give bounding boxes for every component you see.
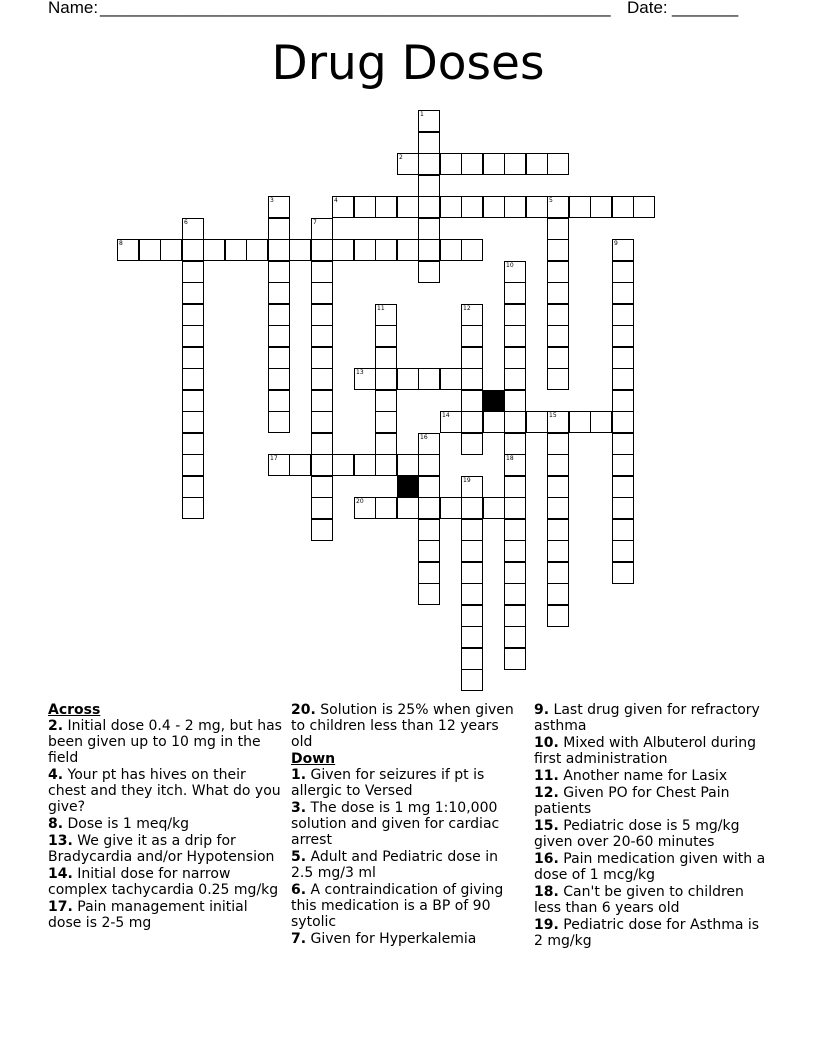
grid-cell[interactable]: [182, 411, 204, 433]
grid-cell[interactable]: [418, 583, 440, 605]
grid-cell[interactable]: [547, 218, 569, 240]
grid-cell[interactable]: [461, 669, 483, 691]
grid-cell[interactable]: [590, 196, 612, 218]
cell-number: 11: [377, 305, 385, 312]
grid-cell[interactable]: [160, 239, 182, 261]
grid-cell[interactable]: [504, 196, 526, 218]
grid-cell[interactable]: [332, 239, 354, 261]
clue-number: 9.: [534, 702, 550, 718]
grid-cell[interactable]: [612, 562, 634, 584]
cell-number: 13: [356, 369, 364, 376]
grid-cell[interactable]: [375, 347, 397, 369]
down-clue: [291, 931, 517, 947]
grid-cell[interactable]: [504, 261, 526, 283]
grid-cell[interactable]: [547, 325, 569, 347]
grid-cell[interactable]: [268, 261, 290, 283]
grid-cell[interactable]: [547, 153, 569, 175]
clue-number: 16.: [534, 851, 559, 867]
across-clue: [48, 767, 284, 815]
grid-cell[interactable]: [332, 196, 354, 218]
grid-cell[interactable]: [547, 454, 569, 476]
grid-cell[interactable]: [354, 196, 376, 218]
cell-number: 20: [356, 498, 364, 505]
grid-cell[interactable]: [461, 196, 483, 218]
grid-cell[interactable]: [375, 239, 397, 261]
grid-cell[interactable]: [268, 239, 290, 261]
grid-cell[interactable]: [182, 325, 204, 347]
grid-cell[interactable]: [375, 411, 397, 433]
date-field[interactable]: _______: [672, 0, 739, 17]
grid-cell[interactable]: [418, 368, 440, 390]
grid-cell[interactable]: [483, 196, 505, 218]
clue-text: Given for seizures if pt is allergic to Versed: [291, 767, 485, 799]
grid-cell[interactable]: [246, 239, 268, 261]
cell-number: 5: [549, 197, 553, 204]
grid-cell[interactable]: [375, 433, 397, 455]
clue-text: Given PO for Chest Pain patients: [534, 785, 730, 817]
clue-text: Initial dose 0.4 - 2 mg, but has been given up to 10 mg in the field: [48, 718, 282, 766]
across-clue: [48, 833, 284, 865]
cell-number: 3: [270, 197, 274, 204]
grid-cell[interactable]: [311, 261, 333, 283]
grid-cell[interactable]: [483, 411, 505, 433]
grid-cell[interactable]: [461, 304, 483, 326]
cell-number: 2: [399, 154, 403, 161]
grid-cell[interactable]: [440, 239, 462, 261]
clue-number: 15.: [534, 818, 559, 834]
grid-cell[interactable]: [268, 347, 290, 369]
clue-number: 5.: [291, 849, 307, 865]
grid-cell[interactable]: [311, 476, 333, 498]
grid-cell[interactable]: [461, 325, 483, 347]
across-heading: Across: [48, 702, 101, 718]
clue-number: 1.: [291, 767, 307, 783]
clue-text: Pain medication given with a dose of 1 mcg/kg: [534, 851, 766, 883]
grid-cell[interactable]: [440, 411, 462, 433]
cell-number: 8: [119, 240, 123, 247]
grid-cell[interactable]: [375, 196, 397, 218]
grid-cell[interactable]: [612, 540, 634, 562]
grid-cell[interactable]: [504, 454, 526, 476]
grid-cell[interactable]: [375, 390, 397, 412]
grid-cell[interactable]: [504, 282, 526, 304]
grid-cell[interactable]: [612, 196, 634, 218]
grid-cell[interactable]: [397, 368, 419, 390]
grid-cell[interactable]: [461, 476, 483, 498]
clue-text: Dose is 1 meq/kg: [67, 816, 190, 832]
grid-cell[interactable]: [182, 261, 204, 283]
grid-cell[interactable]: [375, 368, 397, 390]
grid-cell[interactable]: [547, 304, 569, 326]
cell-number: 15: [549, 412, 557, 419]
grid-cell[interactable]: [182, 218, 204, 240]
grid-cell[interactable]: [547, 540, 569, 562]
grid-cell[interactable]: [289, 239, 311, 261]
grid-cell[interactable]: [311, 497, 333, 519]
grid-cell[interactable]: [418, 239, 440, 261]
grid-cell[interactable]: [526, 153, 548, 175]
grid-cell[interactable]: [504, 411, 526, 433]
grid-cell[interactable]: [311, 411, 333, 433]
grid-cell[interactable]: [311, 390, 333, 412]
clue-number: 11.: [534, 768, 559, 784]
grid-cell[interactable]: [461, 540, 483, 562]
grid-cell[interactable]: [612, 433, 634, 455]
grid-cell[interactable]: [440, 497, 462, 519]
grid-cell[interactable]: [547, 605, 569, 627]
grid-cell[interactable]: [289, 454, 311, 476]
clue-text: Given for Hyperkalemia: [310, 931, 477, 947]
grid-cell[interactable]: [311, 519, 333, 541]
grid-cell[interactable]: [612, 390, 634, 412]
down-clue: [534, 735, 770, 767]
grid-cell[interactable]: [268, 325, 290, 347]
cell-number: 17: [270, 455, 278, 462]
grid-cell[interactable]: [526, 411, 548, 433]
grid-cell[interactable]: [268, 282, 290, 304]
grid-cell[interactable]: [461, 433, 483, 455]
grid-cell[interactable]: [461, 605, 483, 627]
grid-cell[interactable]: [461, 153, 483, 175]
grid-cell[interactable]: [311, 325, 333, 347]
clue-text: Your pt has hives on their chest and they itch. What do you give?: [48, 767, 281, 815]
grid-cell[interactable]: [225, 239, 247, 261]
grid-cell[interactable]: [612, 347, 634, 369]
grid-cell[interactable]: [504, 519, 526, 541]
grid-cell[interactable]: [461, 497, 483, 519]
black-square: [397, 476, 419, 498]
grid-cell[interactable]: [547, 476, 569, 498]
grid-cell[interactable]: [504, 562, 526, 584]
clue-text: We give it as a drip for Bradycardia and/or Hypotension: [48, 833, 275, 865]
grid-cell[interactable]: [547, 261, 569, 283]
clue-text: A contraindication of giving this medication is a BP of 90 sytolic: [291, 882, 504, 930]
clue-number: 8.: [48, 816, 64, 832]
grid-cell[interactable]: [375, 497, 397, 519]
grid-cell[interactable]: [612, 368, 634, 390]
grid-cell[interactable]: [504, 605, 526, 627]
down-clue: [291, 849, 517, 881]
grid-cell[interactable]: [440, 196, 462, 218]
grid-cell[interactable]: [483, 153, 505, 175]
grid-cell[interactable]: [182, 433, 204, 455]
grid-cell[interactable]: [268, 304, 290, 326]
clue-text: Mixed with Albuterol during first administration: [534, 735, 757, 767]
grid-cell[interactable]: [612, 519, 634, 541]
cell-number: 18: [506, 455, 514, 462]
cell-number: 16: [420, 434, 428, 441]
grid-cell[interactable]: [440, 153, 462, 175]
grid-cell[interactable]: [397, 239, 419, 261]
clue-number: 3.: [291, 800, 307, 816]
grid-cell[interactable]: [504, 476, 526, 498]
page-title: Drug Doses: [271, 36, 545, 91]
grid-cell[interactable]: [397, 153, 419, 175]
grid-cell[interactable]: [612, 239, 634, 261]
grid-cell[interactable]: [397, 497, 419, 519]
grid-cell[interactable]: [182, 390, 204, 412]
down-clue: [291, 800, 517, 848]
grid-cell[interactable]: [203, 239, 225, 261]
grid-cell[interactable]: [182, 347, 204, 369]
grid-cell[interactable]: [633, 196, 655, 218]
clue-column-3: [534, 702, 770, 950]
grid-cell[interactable]: [461, 368, 483, 390]
cell-number: 19: [463, 477, 471, 484]
grid-cell[interactable]: [268, 454, 290, 476]
across-clue: [48, 866, 284, 898]
grid-cell[interactable]: [504, 347, 526, 369]
grid-cell[interactable]: [418, 454, 440, 476]
grid-cell[interactable]: [461, 648, 483, 670]
grid-cell[interactable]: [418, 476, 440, 498]
name-label: Name:: [48, 0, 99, 17]
grid-cell[interactable]: [268, 368, 290, 390]
grid-cell[interactable]: [590, 411, 612, 433]
clue-number: 14.: [48, 866, 73, 882]
across-clue: [291, 702, 517, 750]
grid-cell[interactable]: [612, 261, 634, 283]
clue-text: Pain management initial dose is 2-5 mg: [48, 899, 248, 931]
grid-cell[interactable]: [504, 648, 526, 670]
cell-number: 4: [334, 197, 338, 204]
clue-text: Pediatric dose for Asthma is 2 mg/kg: [534, 917, 760, 949]
grid-cell[interactable]: [612, 476, 634, 498]
clue-text: Pediatric dose is 5 mg/kg given over 20-60 minutes: [534, 818, 740, 850]
grid-cell[interactable]: [504, 583, 526, 605]
grid-cell[interactable]: [354, 497, 376, 519]
clue-column-1: [48, 702, 284, 932]
grid-cell[interactable]: [375, 304, 397, 326]
grid-cell[interactable]: [461, 239, 483, 261]
grid-cell[interactable]: [418, 153, 440, 175]
grid-cell[interactable]: [268, 196, 290, 218]
clue-text: Can't be given to children less than 6 years old: [534, 884, 744, 916]
grid-cell[interactable]: [461, 562, 483, 584]
clue-number: 20.: [291, 702, 316, 718]
header: [0, 0, 816, 22]
grid-cell[interactable]: [418, 175, 440, 197]
clue-text: The dose is 1 mg 1:10,000 solution and given for cardiac arrest: [291, 800, 500, 848]
across-clue: [48, 718, 284, 766]
grid-cell[interactable]: [612, 411, 634, 433]
clue-number: 13.: [48, 833, 73, 849]
grid-cell[interactable]: [311, 304, 333, 326]
grid-cell[interactable]: [504, 153, 526, 175]
grid-cell[interactable]: [461, 390, 483, 412]
grid-cell[interactable]: [569, 196, 591, 218]
grid-cell[interactable]: [547, 196, 569, 218]
grid-cell[interactable]: [354, 368, 376, 390]
down-clue: [534, 851, 770, 883]
down-heading: Down: [291, 751, 336, 767]
grid-cell[interactable]: [547, 562, 569, 584]
grid-cell[interactable]: [504, 497, 526, 519]
grid-cell[interactable]: [397, 454, 419, 476]
down-clue: [291, 882, 517, 930]
cell-number: 6: [184, 219, 188, 226]
grid-cell[interactable]: [418, 218, 440, 240]
grid-cell[interactable]: [311, 368, 333, 390]
clue-number: 12.: [534, 785, 559, 801]
grid-cell[interactable]: [483, 497, 505, 519]
down-clue: [534, 768, 770, 784]
cell-number: 14: [442, 412, 450, 419]
grid-cell[interactable]: [182, 304, 204, 326]
grid-cell[interactable]: [612, 282, 634, 304]
clue-number: 10.: [534, 735, 559, 751]
grid-cell[interactable]: [418, 540, 440, 562]
clue-number: 19.: [534, 917, 559, 933]
grid-cell[interactable]: [547, 282, 569, 304]
grid-cell[interactable]: [504, 325, 526, 347]
grid-cell[interactable]: [547, 411, 569, 433]
across-clue: [48, 899, 284, 931]
grid-cell[interactable]: [139, 239, 161, 261]
grid-cell[interactable]: [182, 239, 204, 261]
grid-cell[interactable]: [182, 476, 204, 498]
down-clue: [534, 818, 770, 850]
grid-cell[interactable]: [268, 390, 290, 412]
grid-cell[interactable]: [504, 368, 526, 390]
cell-number: 7: [313, 219, 317, 226]
grid-cell[interactable]: [418, 110, 440, 132]
grid-cell[interactable]: [612, 304, 634, 326]
down-clue: [534, 917, 770, 949]
grid-cell[interactable]: [182, 368, 204, 390]
grid-cell[interactable]: [612, 454, 634, 476]
down-clue: [534, 785, 770, 817]
cell-number: 1: [420, 111, 424, 118]
grid-cell[interactable]: [418, 433, 440, 455]
date-label: Date:: [627, 0, 668, 17]
grid-cell[interactable]: [354, 454, 376, 476]
down-clue: [291, 767, 517, 799]
grid-cell[interactable]: [268, 218, 290, 240]
grid-cell[interactable]: [311, 282, 333, 304]
grid-cell[interactable]: [311, 433, 333, 455]
grid-cell[interactable]: [547, 519, 569, 541]
clue-number: 2.: [48, 718, 64, 734]
grid-cell[interactable]: [547, 368, 569, 390]
grid-cell[interactable]: [375, 325, 397, 347]
cell-number: 12: [463, 305, 471, 312]
grid-cell[interactable]: [504, 626, 526, 648]
grid-cell[interactable]: [418, 261, 440, 283]
clue-column-2: [291, 702, 517, 948]
grid-cell[interactable]: [418, 196, 440, 218]
clue-text: Another name for Lasix: [563, 768, 728, 784]
grid-cell[interactable]: [504, 433, 526, 455]
grid-cell[interactable]: [354, 239, 376, 261]
grid-cell[interactable]: [547, 583, 569, 605]
grid-cell[interactable]: [418, 519, 440, 541]
grid-cell[interactable]: [375, 454, 397, 476]
clue-number: 4.: [48, 767, 64, 783]
black-square: [483, 390, 505, 412]
clue-number: 6.: [291, 882, 307, 898]
grid-cell[interactable]: [311, 454, 333, 476]
grid-cell[interactable]: [117, 239, 139, 261]
grid-cell[interactable]: [547, 497, 569, 519]
grid-cell[interactable]: [547, 347, 569, 369]
grid-cell[interactable]: [311, 239, 333, 261]
grid-cell[interactable]: [612, 325, 634, 347]
grid-cell[interactable]: [311, 218, 333, 240]
clue-text: Initial dose for narrow complex tachycardia 0.25 mg/kg: [48, 866, 279, 898]
grid-cell[interactable]: [569, 411, 591, 433]
clue-number: 7.: [291, 931, 307, 947]
name-field[interactable]: ______________________________________________________: [100, 0, 611, 17]
clue-number: 17.: [48, 899, 73, 915]
grid-cell[interactable]: [182, 282, 204, 304]
grid-cell[interactable]: [612, 497, 634, 519]
cell-number: 9: [614, 240, 618, 247]
grid-cell[interactable]: [504, 540, 526, 562]
down-clue: [534, 884, 770, 916]
grid-cell[interactable]: [547, 433, 569, 455]
grid-cell[interactable]: [332, 454, 354, 476]
grid-cell[interactable]: [440, 368, 462, 390]
across-clue: [48, 816, 284, 832]
clue-text: Last drug given for refractory asthma: [534, 702, 760, 734]
clue-text: Solution is 25% when given to children less than 12 years old: [291, 702, 514, 750]
clue-text: Adult and Pediatric dose in 2.5 mg/3 ml: [291, 849, 498, 881]
grid-cell[interactable]: [504, 304, 526, 326]
grid-cell[interactable]: [182, 497, 204, 519]
clue-number: 18.: [534, 884, 559, 900]
grid-cell[interactable]: [461, 519, 483, 541]
grid-cell[interactable]: [418, 497, 440, 519]
grid-cell[interactable]: [504, 390, 526, 412]
grid-cell[interactable]: [461, 411, 483, 433]
grid-cell[interactable]: [461, 347, 483, 369]
grid-cell[interactable]: [311, 347, 333, 369]
grid-cell[interactable]: [418, 132, 440, 154]
grid-cell[interactable]: [182, 454, 204, 476]
grid-cell[interactable]: [461, 583, 483, 605]
down-clue: [534, 702, 770, 734]
grid-cell[interactable]: [268, 411, 290, 433]
grid-cell[interactable]: [547, 239, 569, 261]
grid-cell[interactable]: [418, 562, 440, 584]
grid-cell[interactable]: [461, 626, 483, 648]
grid-cell[interactable]: [397, 196, 419, 218]
grid-cell[interactable]: [526, 196, 548, 218]
cell-number: 10: [506, 262, 514, 269]
